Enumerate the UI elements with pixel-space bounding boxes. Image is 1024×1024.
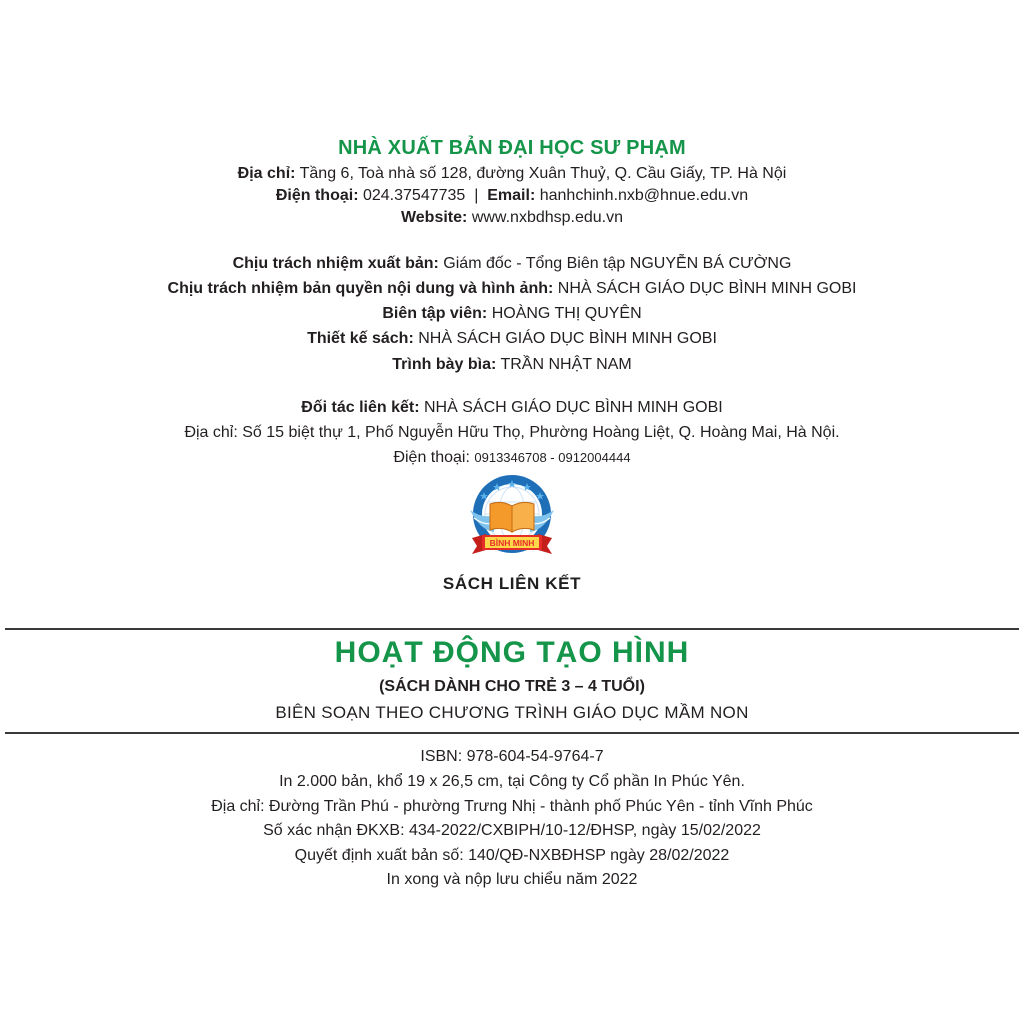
publisher-address-value: Tầng 6, Toà nhà số 128, đường Xuân Thuỷ, Q. Cầu Giấy, TP. Hà Nội bbox=[299, 165, 787, 182]
publisher-phone-value: 024.37547735 bbox=[362, 187, 466, 204]
credit-value: Giám đốc - Tổng Biên tập NGUYỄN BÁ CƯỜNG bbox=[443, 255, 792, 272]
partner-phone bbox=[0, 447, 1024, 469]
imprint-line: Số xác nhận ĐKXB: 434-2022/CXBIPH/10-12/ĐHSP, ngày 15/02/2022 bbox=[263, 822, 761, 839]
book-curriculum: BIÊN SOẠN THEO CHƯƠNG TRÌNH GIÁO DỤC MẦM NON bbox=[275, 703, 749, 722]
partner-line bbox=[0, 397, 1024, 419]
book-title: HOẠT ĐỘNG TẠO HÌNH bbox=[334, 636, 690, 669]
credit-line bbox=[0, 253, 1024, 275]
logo-caption: SÁCH LIÊN KẾT bbox=[442, 574, 582, 593]
logo-ribbon-text: BÌNH MINH bbox=[489, 538, 535, 548]
credit-line bbox=[0, 303, 1024, 325]
credit-label: Trình bày bìa: bbox=[392, 356, 497, 373]
imprint-line: In xong và nộp lưu chiểu năm 2022 bbox=[386, 871, 638, 888]
credit-label: Chịu trách nhiệm xuất bản: bbox=[232, 255, 439, 272]
publisher-phone-label: Điện thoại: bbox=[275, 187, 359, 204]
publisher-address bbox=[0, 163, 1024, 185]
publisher-contact bbox=[0, 185, 1024, 207]
publisher-website-label: Website: bbox=[400, 209, 468, 226]
publisher-email-label: Email: bbox=[487, 187, 536, 204]
credit-label: Thiết kế sách: bbox=[307, 330, 414, 347]
publisher-address-label: Địa chỉ: bbox=[237, 165, 296, 182]
imprint-line: ISBN: 978-604-54-9764-7 bbox=[420, 748, 604, 765]
credit-line bbox=[0, 354, 1024, 376]
credit-line bbox=[0, 328, 1024, 350]
credit-line bbox=[0, 278, 1024, 300]
credit-value: NHÀ SÁCH GIÁO DỤC BÌNH MINH GOBI bbox=[418, 330, 717, 347]
partner-phone-value: 0913346708 - 0912004444 bbox=[474, 450, 631, 465]
credit-value: NHÀ SÁCH GIÁO DỤC BÌNH MINH GOBI bbox=[557, 280, 857, 297]
publisher-name: NHÀ XUẤT BẢN ĐẠI HỌC SƯ PHẠM bbox=[338, 137, 686, 159]
partner-address: Địa chỉ: Số 15 biệt thự 1, Phố Nguyễn Hữu Thọ, Phường Hoàng Liệt, Q. Hoàng Mai, Hà Nội. bbox=[184, 424, 840, 441]
imprint-line: In 2.000 bản, khổ 19 x 26,5 cm, tại Công ty Cổ phần In Phúc Yên. bbox=[279, 773, 745, 790]
imprint-line: Địa chỉ: Đường Trần Phú - phường Trưng Nhị - thành phố Phúc Yên - tỉnh Vĩnh Phúc bbox=[211, 798, 813, 815]
partner-value: NHÀ SÁCH GIÁO DỤC BÌNH MINH GOBI bbox=[424, 399, 723, 416]
book-subtitle: (SÁCH DÀNH CHO TRẺ 3 – 4 TUỔI) bbox=[379, 678, 645, 695]
contact-separator: | bbox=[474, 187, 479, 204]
credit-label: Biên tập viên: bbox=[382, 305, 488, 322]
imprint-line: Quyết định xuất bản số: 140/QĐ-NXBĐHSP ngày 28/02/2022 bbox=[294, 847, 730, 864]
binh-minh-logo bbox=[466, 474, 558, 560]
credit-value: HOÀNG THỊ QUYÊN bbox=[491, 305, 642, 322]
credit-label: Chịu trách nhiệm bản quyền nội dung và hình ảnh: bbox=[167, 280, 554, 297]
divider-top bbox=[5, 628, 1019, 630]
partner-phone-label: Điện thoại: bbox=[393, 449, 470, 466]
partner-label: Đối tác liên kết: bbox=[301, 399, 420, 416]
publisher-website bbox=[0, 207, 1024, 229]
publisher-website-value: www.nxbdhsp.edu.vn bbox=[471, 209, 624, 226]
publisher-email-value: hanhchinh.nxb@hnue.edu.vn bbox=[539, 187, 749, 204]
binh-minh-logo-icon bbox=[466, 474, 558, 560]
divider-bottom bbox=[5, 732, 1019, 734]
credit-value: TRẦN NHẬT NAM bbox=[500, 356, 632, 373]
